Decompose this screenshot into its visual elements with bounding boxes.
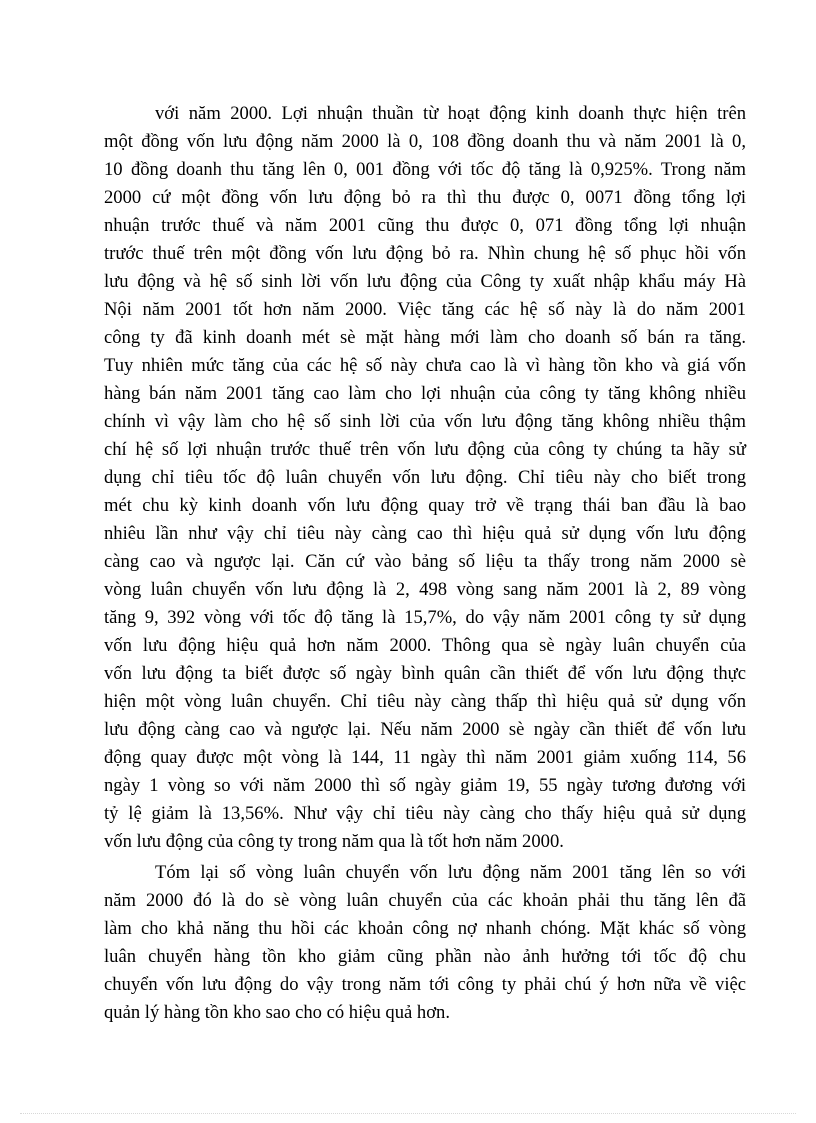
- text-line: càng cao và ngược lại. Căn cứ vào bảng số liệu ta thấy trong năm 2000 sè: [104, 551, 746, 572]
- text-line: quản lý hàng tồn kho sao cho có hiệu quả hơn.: [104, 1002, 450, 1023]
- text-line: 10 đồng doanh thu tăng lên 0, 001 đồng với tốc độ tăng là 0,925%. Trong năm: [104, 159, 746, 180]
- text-line: Tóm lại số vòng luân chuyển vốn lưu động năm 2001 tăng lên so với: [155, 862, 746, 883]
- text-line: dụng chỉ tiêu tốc độ luân chuyển vốn lưu động. Chỉ tiêu này cho biết trong: [104, 467, 746, 488]
- text-line: một đồng vốn lưu động năm 2000 là 0, 108 đồng doanh thu và năm 2001 là 0,: [104, 131, 746, 152]
- text-line: vốn lưu động ta biết được số ngày bình quân cần thiết để vốn lưu động thực: [104, 663, 746, 684]
- text-line: ngày 1 vòng so với năm 2000 thì số ngày giảm 19, 55 ngày tương đương với: [104, 775, 746, 796]
- text-line: động quay được một vòng là 144, 11 ngày thì năm 2001 giảm xuống 114, 56: [104, 747, 746, 768]
- text-line: chính vì vậy làm cho hệ số sinh lời của vốn lưu động tăng không nhiều thậm: [104, 411, 746, 432]
- text-line: mét chu kỳ kinh doanh vốn lưu động quay trở về trạng thái ban đầu là bao: [104, 495, 746, 516]
- text-line: trước thuế trên một đồng vốn lưu động bỏ ra. Nhìn chung hệ số phục hồi vốn: [104, 243, 746, 264]
- text-line: làm cho khả năng thu hồi các khoản công nợ nhanh chóng. Mặt khác số vòng: [104, 918, 746, 939]
- text-line: năm 2000 đó là do sè vòng luân chuyển của các khoản phải thu tăng lên đã: [104, 890, 746, 911]
- text-line: lưu động và hệ số sinh lời vốn lưu động của Công ty xuất nhập khẩu máy Hà: [104, 271, 746, 292]
- text-line: với năm 2000. Lợi nhuận thuần từ hoạt động kinh doanh thực hiện trên: [155, 103, 746, 124]
- text-line: Tuy nhiên mức tăng của các hệ số này chưa cao là vì hàng tồn kho và giá vốn: [104, 355, 746, 376]
- text-line: nhiêu lần như vậy chỉ tiêu này càng cao thì hiệu quả sử dụng vốn lưu động: [104, 523, 746, 544]
- text-line: chuyển vốn lưu động do vậy trong năm tới công ty phải chú ý hơn nữa về việc: [104, 974, 746, 995]
- text-line: lưu động càng cao và ngược lại. Nếu năm 2000 sè ngày cần thiết để vốn lưu: [104, 719, 746, 740]
- text-line: tỷ lệ giảm là 13,56%. Như vậy chỉ tiêu này càng cho thấy hiệu quả sử dụng: [104, 803, 746, 824]
- text-line: chí hệ số lợi nhuận trước thuế trên vốn lưu động của công ty chúng ta hãy sử: [104, 439, 746, 460]
- text-line: hàng bán năm 2001 tăng cao làm cho lợi nhuận của công ty tăng không nhiều: [104, 383, 746, 404]
- text-line: vốn lưu động của công ty trong năm qua là tốt hơn năm 2000.: [104, 831, 564, 852]
- text-line: nhuận trước thuế và năm 2001 cũng thu được 0, 071 đồng tổng lợi nhuận: [104, 215, 746, 236]
- text-line: Nội năm 2001 tốt hơn năm 2000. Việc tăng các hệ số này là do năm 2001: [104, 299, 746, 320]
- text-line: công ty đã kinh doanh mét sè mặt hàng mới làm cho doanh số bán ra tăng.: [104, 327, 746, 348]
- text-line: hiện một vòng luân chuyển. Chỉ tiêu này càng thấp thì hiệu quả sử dụng vốn: [104, 691, 746, 712]
- text-line: vốn lưu động hiệu quả hơn năm 2000. Thông qua sè ngày luân chuyển của: [104, 635, 746, 656]
- text-line: vòng luân chuyển vốn lưu động là 2, 498 vòng sang năm 2001 là 2, 89 vòng: [104, 579, 746, 600]
- page-bottom-rule: [20, 1113, 796, 1114]
- text-line: 2000 cứ một đồng vốn lưu động bỏ ra thì thu được 0, 0071 đồng tổng lợi: [104, 187, 746, 208]
- text-line: tăng 9, 392 vòng với tốc độ tăng là 15,7%, do vậy năm 2001 công ty sử dụng: [104, 607, 746, 628]
- text-line: luân chuyển hàng tồn kho giảm cũng phần nào ảnh hưởng tới tốc độ chu: [104, 946, 746, 967]
